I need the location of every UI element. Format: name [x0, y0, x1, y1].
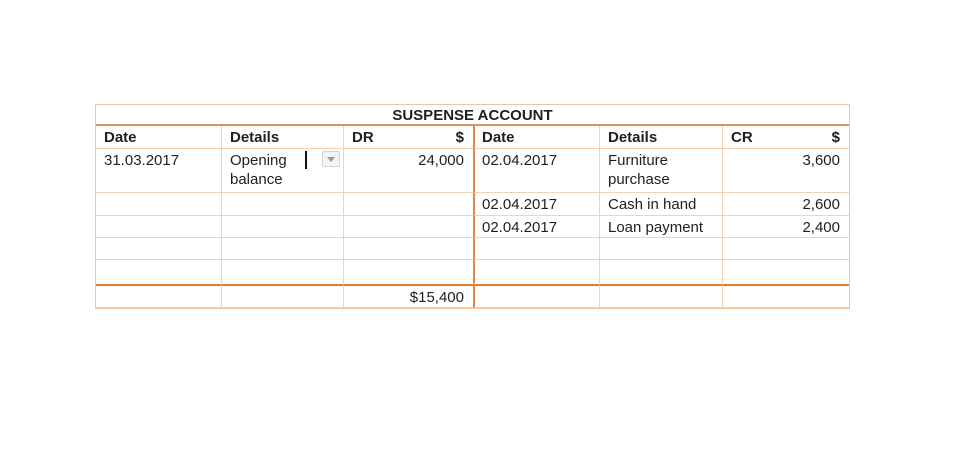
cell-debit-details-1-editing[interactable]: [222, 149, 344, 193]
cell-debit-date-4[interactable]: [96, 238, 222, 260]
dropdown-arrow-icon: [327, 157, 335, 162]
cell-credit-details-1[interactable]: [600, 149, 723, 193]
cell-credit-details-2[interactable]: Cash in hand: [600, 193, 723, 216]
cell-debit-date-5[interactable]: [96, 260, 222, 284]
cell-debit-amount-3[interactable]: [344, 216, 473, 238]
cell-debit-details-5[interactable]: [222, 260, 344, 284]
cell-credit-details-3[interactable]: Loan payment: [600, 216, 723, 238]
header-dollar-credit: $: [831, 129, 840, 146]
cell-credit-details-5[interactable]: [600, 260, 723, 284]
cell-debit-amount-1[interactable]: 24,000: [344, 149, 473, 193]
cell-credit-details-4[interactable]: [600, 238, 723, 260]
cell-debit-amount-4[interactable]: [344, 238, 473, 260]
cell-debit-amount-5[interactable]: [344, 260, 473, 284]
debit-details-text: Opening balance: [230, 152, 287, 188]
text-cursor: [305, 151, 307, 169]
header-cr-amount[interactable]: [723, 126, 849, 149]
header-details-credit[interactable]: Details: [600, 126, 723, 149]
cell-debit-date-2[interactable]: [96, 193, 222, 216]
cell-debit-details-2[interactable]: [222, 193, 344, 216]
header-date-credit[interactable]: Date: [473, 126, 600, 149]
cell-total-credit-amount[interactable]: [723, 284, 849, 308]
cell-debit-details-3[interactable]: [222, 216, 344, 238]
cell-credit-date-3[interactable]: 02.04.2017: [473, 216, 600, 238]
cell-total-debit-amount[interactable]: $15,400: [344, 284, 473, 308]
cell-credit-date-2[interactable]: 02.04.2017: [473, 193, 600, 216]
cell-credit-date-5[interactable]: [473, 260, 600, 284]
cell-debit-details-4[interactable]: [222, 238, 344, 260]
cell-credit-amount-4[interactable]: [723, 238, 849, 260]
header-dr-label: DR: [352, 129, 374, 146]
header-dollar-debit: $: [455, 129, 464, 146]
cell-debit-amount-2[interactable]: [344, 193, 473, 216]
cell-total-debit-details[interactable]: [222, 284, 344, 308]
header-details-debit[interactable]: Details: [222, 126, 344, 149]
cell-debit-date-3[interactable]: [96, 216, 222, 238]
header-cr-label: CR: [731, 129, 753, 146]
cell-credit-amount-1[interactable]: 3,600: [723, 149, 849, 193]
cell-total-credit-details[interactable]: [600, 284, 723, 308]
cell-total-debit-date[interactable]: [96, 284, 222, 308]
cell-dropdown-button[interactable]: [322, 151, 340, 167]
cell-total-credit-date[interactable]: [473, 284, 600, 308]
cell-credit-date-1[interactable]: 02.04.2017: [473, 149, 600, 193]
header-dr-amount[interactable]: [344, 126, 473, 149]
table-title[interactable]: SUSPENSE ACCOUNT: [96, 105, 849, 126]
cell-credit-amount-3[interactable]: 2,400: [723, 216, 849, 238]
cell-credit-amount-5[interactable]: [723, 260, 849, 284]
credit-details-text: Furniture purchase: [608, 152, 670, 188]
cell-debit-date-1[interactable]: 31.03.2017: [96, 149, 222, 193]
cell-credit-amount-2[interactable]: 2,600: [723, 193, 849, 216]
cell-credit-date-4[interactable]: [473, 238, 600, 260]
suspense-account-table: [95, 104, 850, 309]
header-date-debit[interactable]: Date: [96, 126, 222, 149]
